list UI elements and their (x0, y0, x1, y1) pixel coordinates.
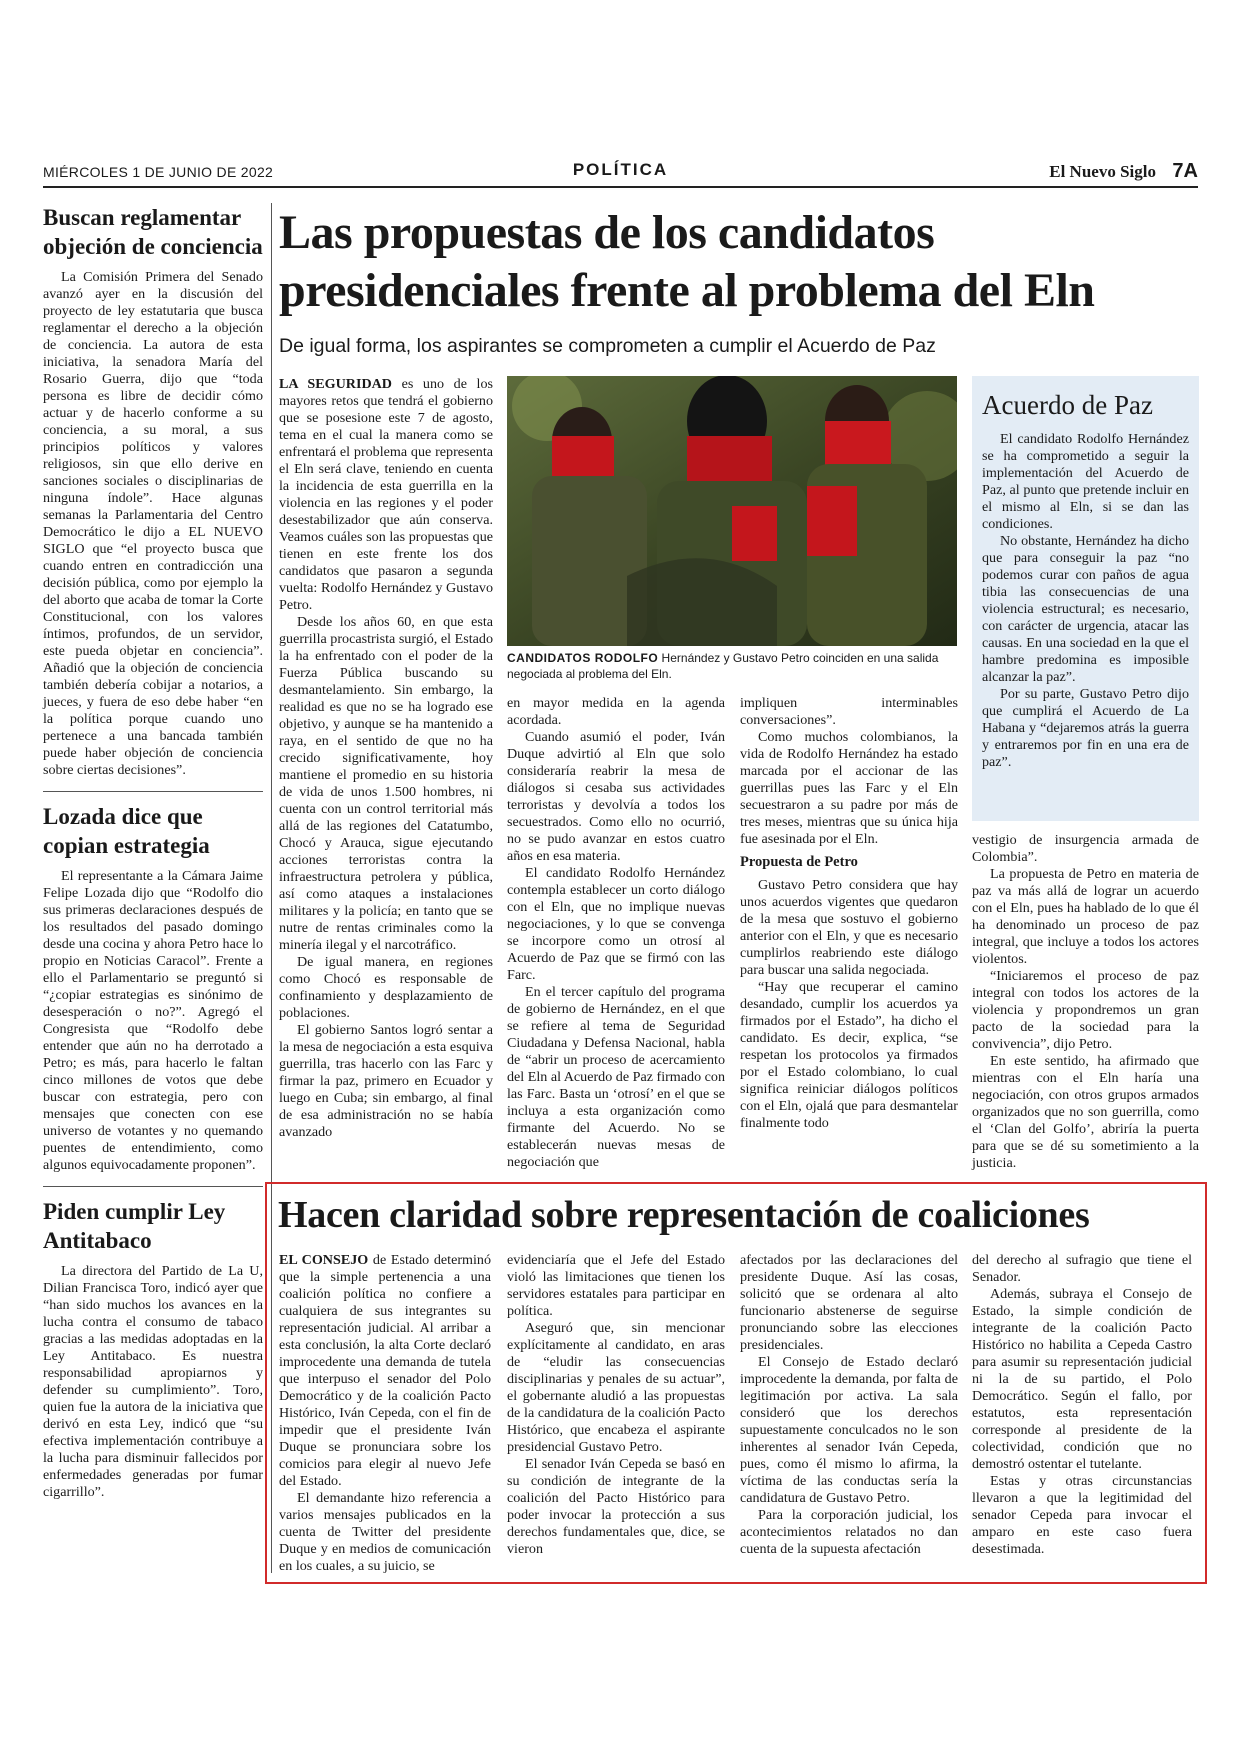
newspaper-name: El Nuevo Siglo (1049, 162, 1156, 181)
paragraph: No obstante, Hernández ha dicho que para conseguir la paz “no podemos curar con paños de agua tibia las consecuencias de una violencia estructural; es necesario, con carácter de urgencia, atacar las causas. En una sociedad en la que el hambre predomina es imposible alcanzar la paz”. (982, 533, 1189, 685)
paragraph: En este sentido, ha afirmado que mientras con el Eln haría una negociación, con otros grupos armados organizados que no son guerrilla, como el ‘Clan del Golfo’, abriría la puerta para que se dé su sometimiento a la justicia. (972, 1053, 1199, 1171)
issue-date: MIÉRCOLES 1 DE JUNIO DE 2022 (43, 164, 274, 180)
paragraph: Gustavo Petro considera que hay unos acuerdos vigentes que quedaron de la mesa que sostuvo el gobierno anterior con el Eln, y que es necesario cumplirlos reabriendo este diálogo para buscar una salida negociada. (740, 877, 958, 978)
paragraph: del derecho al sufragio que tiene el Senador. (972, 1252, 1192, 1285)
lead-paragraph: LA SEGURIDAD es uno de los mayores retos que tendrá el gobierno que se posesione este 7 de agosto, tema en el cual la manera como se enfrentará el problema que representa el Eln será clave, teniendo en cuenta la incidencia de esta guerrilla en la violencia en las regiones y el poder desestabilizador que aún conserva. Veamos cuáles son las propuestas que tienen en este frente los dos candidatos que pasaron a segunda vuelta: Rodolfo Hernández y Gustavo Petro. (279, 376, 493, 613)
coalitions-column-2 (507, 1252, 725, 1558)
paragraph: El Consejo de Estado declaró improcedente la demanda, por falta de legitimación por activa. La sala consideró que los derechos supuestamente conculcados no le son inherentes al senador Iván Cepeda, pues, como él mismo lo afirma, la víctima de las conductas sería la candidatura de Gustavo Petro. (740, 1354, 958, 1506)
paragraph: “Iniciaremos el proceso de paz integral con todos los actores de la violencia y propondremos un gran pacto de la sociedad para la convivencia”, dijo Petro. (972, 968, 1199, 1052)
paragraph: en mayor medida en la agenda acordada. (507, 695, 725, 728)
main-column-1 (279, 376, 493, 1141)
paragraph: impliquen interminables conversaciones”. (740, 695, 958, 728)
subheading: Propuesta de Petro (740, 854, 858, 870)
brief-antitabaco (43, 1186, 263, 1501)
main-headline: Las propuestas de los candidatos presidenciales frente al problema del Eln (279, 206, 1095, 317)
lead-in: LA SEGURIDAD (279, 376, 392, 392)
sidebar-title: Acuerdo de Paz (982, 390, 1153, 420)
page-header (43, 160, 1198, 188)
photo-caption (507, 650, 957, 682)
main-subtitle: De igual forma, los aspirantes se comprometen a cumplir el Acuerdo de Paz (279, 335, 936, 357)
paragraph: El candidato Rodolfo Hernández contempla establecer un corto diálogo con el Eln, que no implique nuevas negociaciones, y lo que se convenga se incorpore como un otrosí al Acuerdo de Paz que se firmó con las Farc. (507, 865, 725, 983)
brief-title: Piden cumplir Ley Antitabaco (43, 1199, 226, 1253)
sidebar-acuerdo-de-paz (972, 376, 1199, 821)
brief-title: Buscan reglamentar objeción de conciencia (43, 205, 263, 259)
brief-objecion (43, 203, 263, 779)
brief-title: Lozada dice que copian estrategia (43, 804, 210, 858)
paragraph: Aseguró que, sin mencionar explícitamente al candidato, en aras de “eludir las consecuencias disciplinarias y penales de su actuar”, el gobernante aludió a las propuestas de la candidatura de la coalición Pacto Histórico, que encabeza el aspirante presidencial Gustavo Petro. (507, 1320, 725, 1455)
page-number: 7A (1172, 160, 1198, 182)
paragraph: El senador Iván Cepeda se basó en su condición de integrante de la coalición del Pacto Histórico para poder invocar la protección a sus derechos fundamentales que, dice, se vieron (507, 1456, 725, 1557)
briefs-column (43, 203, 263, 1501)
paragraph: vestigio de insurgencia armada de Colombia”. (972, 832, 1199, 865)
caption-text: Hernández y Gustavo Petro coinciden en una salida negociada al problema del Eln. (507, 651, 939, 681)
paragraph: Desde los años 60, en que esta guerrilla procastrista surgió, el Estado la ha enfrentado con el poder de la Fuerza Pública buscando su desmantelamiento. Sin embargo, la realidad es que no se ha logrado ese objetivo, y aunque se ha mantenido a raya, en el sentido de que no ha crecido significativamente, hoy mantiene el promedio en su historia de vida de unos 1.500 hombres, ni cuenta con un control territorial más allá de las regiones del Catatumbo, Chocó y Arauca, sigue ejecutando acciones terroristas contra la infraestructura petrolera y pública, así como ataques a instalaciones militares y la policía; en tanto que se nutre de rentas criminales como la minería ilegal y el narcotráfico. (279, 614, 493, 953)
paragraph: Cuando asumió el poder, Iván Duque advirtió al Eln que solo consideraría reabrir la mesa de diálogos si cesaba sus actividades terroristas y devolvía a todos los secuestrados. Como ello no ocurrió, no se pudo avanzar en estos cuatro años en esa materia. (507, 729, 725, 864)
coalitions-column-4 (972, 1252, 1192, 1558)
brief-body: El representante a la Cámara Jaime Felipe Lozada dijo que “Rodolfo dio sus primeras declaraciones después de los resultados del pasado domingo desde una cocina y ahora Petro hace lo propio en Noticias Caracol”. Frente a ello el Parlamentario se preguntó si “¿copiar estrategias es sinónimo de desesperación o no?”. Agregó el Congresista que “Rodolfo debe entender que aún no ha derrotado a Petro; es más, para hacerlo le faltan cinco millones de votos que debe buscar con estrategia, pero con mensajes que conecten con ese universo de votantes y no quemando puentes de entendimiento, como algunos equivocadamente proponen”. (43, 868, 263, 1173)
main-column-4 (972, 832, 1199, 1172)
paragraph: Además, subraya el Consejo de Estado, la simple condición de integrante de la coalición Pacto Histórico no habilita a Cepeda Castro para asumir su representación judicial ni la de su partido, el Polo Democrático. Según el fallo, por estatutos, esta representación corresponde al presidente de la colectividad, condición que no demostró ostentar el tutelante. (972, 1286, 1192, 1472)
caption-lead: CANDIDATOS RODOLFO (507, 651, 659, 665)
paragraph: “Hay que recuperar el camino desandado, cumplir los acuerdos ya firmados por el Estado”, ha dicho el candidato. Es decir, explica, “se respetan los protocolos ya firmados por el Estado colombiano, lo cual significa reiniciar diálogos políticos con el Eln, ojalá que para desmantelar finalmente todo (740, 979, 958, 1131)
brief-body: La Comisión Primera del Senado avanzó ayer en la discusión del proyecto de ley estatutaria que busca reglamentar el derecho a la objeción de conciencia. La autora de esta iniciativa, la senadora María del Rosario Guerra, dijo que “toda persona es libre de decidir cómo actuar y de hacerlo conforme a su conciencia, a su moral, a sus principios políticos y valores religiosos, sin que ello derive en sanciones sociales o disciplinarias de ninguna índole”. Hace algunas semanas la Parlamentaria del Centro Democrático le dijo a EL NUEVO SIGLO que “el proyecto busca que cuando entren en contradicción una decisión pública, como por ejemplo la del aborto que acaba de tomar la Corte Constitucional, con los valores íntimos, profundos, de un servidor, este pueda objetar en conciencia”. Añadió que la objeción de conciencia también debería cobijar a notarios, a jueces, y fuera de eso debe haber “en la política porque cuando uno pertenece a una bancada también puede haber objeción de conciencia sobre ciertas decisiones”. (43, 269, 263, 778)
coalitions-column-3 (740, 1252, 958, 1558)
main-column-2 (507, 695, 725, 1171)
paragraph: El gobierno Santos logró sentar a la mesa de negociación a esta esquiva guerrilla, tras hacerlo con las Farc y firmar la paz, primero en Ecuador y luego en Cuba; sin embargo, al final de esa administración no se había avanzado (279, 1022, 493, 1140)
coalitions-column-1 (279, 1252, 491, 1575)
guerrilla-photo-illustration (507, 376, 957, 646)
paragraph: Por su parte, Gustavo Petro dijo que cumplirá el Acuerdo de La Habana y “dejaremos atrás la guerra y entraremos por fin en una era de paz”. (982, 686, 1189, 770)
coalitions-headline: Hacen claridad sobre representación de coaliciones (278, 1194, 1090, 1236)
paragraph: evidenciaría que el Jefe del Estado violó las limitaciones que tienen los servidores estatales para participar en política. (507, 1252, 725, 1319)
brief-lozada (43, 791, 263, 1174)
lead-in: EL CONSEJO (279, 1252, 369, 1268)
main-column-3 (740, 695, 958, 1132)
section-name: POLÍTICA (572, 160, 669, 179)
news-photo (507, 376, 957, 646)
paragraph: Para la corporación judicial, los acontecimientos relatados no dan cuenta de la supuesta afectación (740, 1507, 958, 1557)
paragraph: El demandante hizo referencia a varios mensajes publicados en la cuenta de Twitter del presidente Duque y en medios de comunicación en los cuales, a su juicio, se (279, 1490, 491, 1574)
paragraph: afectados por las declaraciones del presidente Duque. Así las cosas, solicitó que se ordenara al alto funcionario abstenerse de seguirse pronunciando sobre las elecciones presidenciales. (740, 1252, 958, 1353)
paragraph: Como muchos colombianos, la vida de Rodolfo Hernández ha estado marcada por el accionar de las guerrillas pues las Farc y el Eln secuestraron a su padre por más de tres meses, mientras que su única hija fue asesinada por el Eln. (740, 729, 958, 847)
paragraph: De igual manera, en regiones como Chocó es responsable de confinamiento y desplazamiento de poblaciones. (279, 954, 493, 1021)
paragraph: Estas y otras circunstancias llevaron a que la legitimidad del senador Cepeda para invocar el amparo en este caso fuera desestimada. (972, 1473, 1192, 1557)
brief-body: La directora del Partido de La U, Dilian Francisca Toro, indicó ayer que “han sido muchos los avances en la lucha contra el consumo de tabaco gracias a las medidas adoptadas en la Ley Antitabaco. Es nuestra responsabilidad apropiarnos y defender su cumplimiento”. Toro, quien fue la autora de la iniciativa que derivó en esta Ley, indicó que “su efectiva implementación contribuye a la lucha para disminuir fallecidos por enfermedades generadas por fumar cigarrillo”. (43, 1263, 263, 1500)
lead-paragraph: EL CONSEJO de Estado determinó que la simple pertenencia a una coalición política no confiere a cualquiera de sus integrantes su representación judicial. Al arribar a esta conclusión, la alta Corte declaró improcedente una demanda de tutela que interpuso el senador del Polo Democrático y de la coalición Pacto Histórico, Iván Cepeda, con el fin de impedir que el presidente Iván Duque se pronunciara sobre los comicios para elegir al nuevo Jefe del Estado. (279, 1252, 491, 1489)
paragraph: La propuesta de Petro en materia de paz va más allá de lograr un acuerdo con el Eln, pues ha hablado de lo que él ha denominado un proceso de paz integral, que incluye a todos los actores violentos. (972, 866, 1199, 967)
paragraph: El candidato Rodolfo Hernández se ha comprometido a seguir la implementación del Acuerdo de Paz, al punto que pretende incluir en el mismo al Eln, si se dan las condiciones. (982, 431, 1189, 532)
paragraph: En el tercer capítulo del programa de gobierno de Hernández, en el que se refiere al tema de Seguridad Ciudadana y Defensa Nacional, habla de “abrir un proceso de acercamiento del Eln al Acuerdo de Paz firmado con las Farc. Basta un ‘otrosí’ en el que se incluya a esta organización como firmante del Acuerdo. No se establecerán nuevas mesas de negociación que (507, 984, 725, 1170)
